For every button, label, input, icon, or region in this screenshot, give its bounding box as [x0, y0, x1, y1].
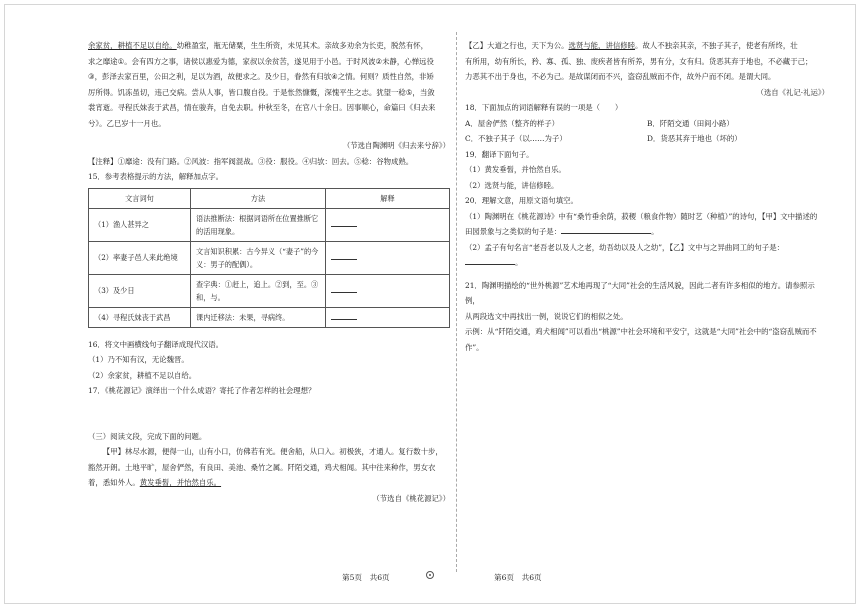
- answer-blank[interactable]: [561, 228, 651, 234]
- answer-blank[interactable]: [326, 241, 450, 274]
- table-header: 文言词句: [89, 188, 191, 208]
- table-cell-item: （4）寻程氏妹丧于武昌: [89, 307, 191, 327]
- question-21-cont: 从两段选文中再找出一例，说说它们的相似之处。: [465, 311, 628, 321]
- answer-blank[interactable]: [326, 307, 450, 327]
- underlined-sentence: 余家贫，耕植不足以自给。: [88, 41, 177, 50]
- table-cell-item: （1）渔人甚异之: [89, 208, 191, 241]
- table-cell-method: 查字典：①赶上，追上。②到，至。③和，与。: [191, 274, 326, 307]
- question-20-part-1-cont: 田园景象与之类似的句子是： 。: [465, 227, 659, 236]
- option-b[interactable]: B．阡陌交通（田间小路）: [647, 118, 734, 128]
- table-cell-item: （2）率妻子邑人来此绝境: [89, 241, 191, 274]
- page-number-left: 第5页 共6页: [342, 573, 390, 582]
- passage-yi-line: 有所用，幼有所长，矜、寡、孤、独、废疾者皆有所养，男有分，女有归。货恶其弃于地也，不必藏于己；: [465, 56, 813, 66]
- table-cell-method: 语法推断法：根据词语所在位置推断它的活用现象。: [191, 208, 326, 241]
- passage-line: 求之靡途①。会有四方之事，诸侯以惠爱为德，家叔以余贫苦，遂见用于小邑。于时风波②未静，心惮远役: [88, 56, 434, 66]
- passage-jia-line: 【甲】林尽水源，便得一山，山有小口，仿佛若有光。便舍船，从口入。初极狭，才通人。复行数十步，: [102, 447, 443, 456]
- table-row: [89, 307, 450, 327]
- table-cell-method: 文言知识积累：古今异义（“妻子”的今义：男子的配偶）。: [191, 241, 326, 274]
- passage-line: [88, 38, 450, 54]
- example-answer: 示例：从“阡陌交通，鸡犬相闻”可以看出“桃源”中社会环境和平安宁，这就是“大同”社会中的“盗窃乱贼而不: [465, 327, 817, 336]
- question-20-part-2-blank: 。: [465, 255, 829, 271]
- question-19-part-2: （2）选贤与能，讲信修睦。: [465, 180, 559, 190]
- passage-yi-line: 【乙】大道之行也，天下为公。选贤与能，讲信修睦。故人不独亲其亲，不独子其子，使老有所终，壮: [465, 41, 798, 50]
- question-20-part-1: （1）陶渊明在《桃花源诗》中有“桑竹垂余荫，菽稷（粮食作物）随时艺（种植）”的诗句，【甲】文中描述的: [465, 211, 818, 221]
- question-19: 19．翻译下面句子。: [465, 149, 534, 159]
- question-21: 21．陶渊明描绘的“世外桃源”艺术地再现了“大同”社会的生活风貌，因此二者有许多相似的地方。请参照示例，: [465, 280, 815, 305]
- table-cell-item: （3）及少日: [89, 274, 191, 307]
- passage-line-rest: 幼稚盈室，瓶无储粟，生生所资，未见其术。亲故多劝余为长吏，脱然有怀，: [176, 41, 428, 50]
- question-20-prompt: 田园景象与之类似的句子是：: [465, 227, 562, 236]
- passage-jia-line: [88, 475, 450, 491]
- question-20-part-2: （2）孟子有句名言“老吾老以及人之老，幼吾幼以及人之幼”，【乙】文中与之异曲同工的句子是：: [465, 242, 784, 252]
- table-row: [89, 241, 450, 274]
- question-18-options-row: [465, 116, 829, 132]
- example-answer-cont: 作”。: [465, 342, 484, 352]
- section-three-heading: （三）阅读文段，完成下面的问题。: [88, 431, 207, 441]
- table-row: [89, 274, 450, 307]
- answer-blank[interactable]: [326, 208, 450, 241]
- passage-line: 兮》。乙巳岁十一月也。: [88, 118, 166, 128]
- table-header: 方法: [191, 188, 326, 208]
- question-16: 16．将文中画横线句子翻译成现代汉语。: [88, 339, 224, 349]
- option-a[interactable]: A．屋舍俨然（整齐的样子）: [465, 118, 560, 128]
- right-column: [465, 38, 829, 355]
- table-cell-method: 课内迁移法：未果，寻病终。: [191, 307, 326, 327]
- underlined-sentence: 选贤与能，讲信修睦: [568, 41, 636, 50]
- question-19-part-1: （1）黄发垂髫，并怡然自乐。: [465, 165, 566, 174]
- option-c[interactable]: C．不独子其子（以……为子）: [465, 134, 567, 143]
- page-number-right: 第6页 共6页: [494, 573, 542, 582]
- question-15: 15．参考表格提示的方法，解释加点字。: [88, 172, 224, 181]
- passage-yi-source: （选自《礼记·礼运》）: [756, 87, 829, 97]
- option-d[interactable]: D．货恶其弃于地也（坏的）: [647, 134, 742, 143]
- question-17: 17．《桃花源记》演绎出一个什么成语？寄托了作者怎样的社会理想？: [88, 386, 316, 395]
- column-divider: [456, 32, 457, 572]
- passage-jia-text: 着，悉如外人。: [88, 478, 140, 487]
- question-18-options-row: [465, 131, 829, 147]
- passage-source: （节选自陶渊明《归去来兮辞》）: [342, 141, 450, 150]
- answer-blank[interactable]: [465, 259, 515, 265]
- explanation-table: [88, 188, 450, 328]
- passage-line: ③，彭泽去家百里，公田之利，足以为酒，故便求之。及少日，眷然有归欤④之情。何则？质性自然，非矫: [88, 72, 434, 81]
- underlined-sentence: 黄发垂髫，并怡然自乐。: [139, 478, 222, 487]
- annotation-note: 【注释】①靡途：没有门路。②风波：指军阀混战。③役：服役。④归欤：回去。⑤稔：谷物成熟。: [88, 156, 414, 166]
- answer-blank[interactable]: [326, 274, 450, 307]
- question-16-part-2: （2）余家贫，耕植不足以自给。: [88, 370, 197, 380]
- passage-yi-line: 力恶其不出于身也，不必为己。是故谋闭而不兴，盗窃乱贼而不作，故外户而不闭。是谓大同。: [465, 72, 776, 81]
- question-16-part-1: （1）乃不知有汉，无论魏晋。: [88, 355, 189, 364]
- passage-jia-source: （节选自《桃花源记》）: [372, 493, 450, 503]
- table-header: 解释: [326, 188, 450, 208]
- center-marker-icon: [426, 571, 434, 579]
- question-20: 20．理解文意，用原文语句填空。: [465, 196, 578, 205]
- passage-line: 厉所得。饥冻虽切，违己交病。尝从人事，皆口腹自役。于是怅然慷慨，深愧平生之志。犹望一稔⑤，当敛: [88, 87, 435, 97]
- question-18: 18．下面加点的词语解释有误的一项是（ ）: [465, 103, 623, 112]
- left-column: [88, 38, 450, 506]
- passage-line: 裳宵逝。寻程氏妹丧于武昌，情在骏奔，自免去职。仲秋至冬，在官八十余日。因事顺心，命篇曰《归去来: [88, 103, 436, 112]
- passage-jia-line: 豁然开朗。土地平旷，屋舍俨然，有良田、美池、桑竹之属。阡陌交通，鸡犬相闻。其中往来种作，男女衣: [88, 462, 436, 472]
- table-row: [89, 208, 450, 241]
